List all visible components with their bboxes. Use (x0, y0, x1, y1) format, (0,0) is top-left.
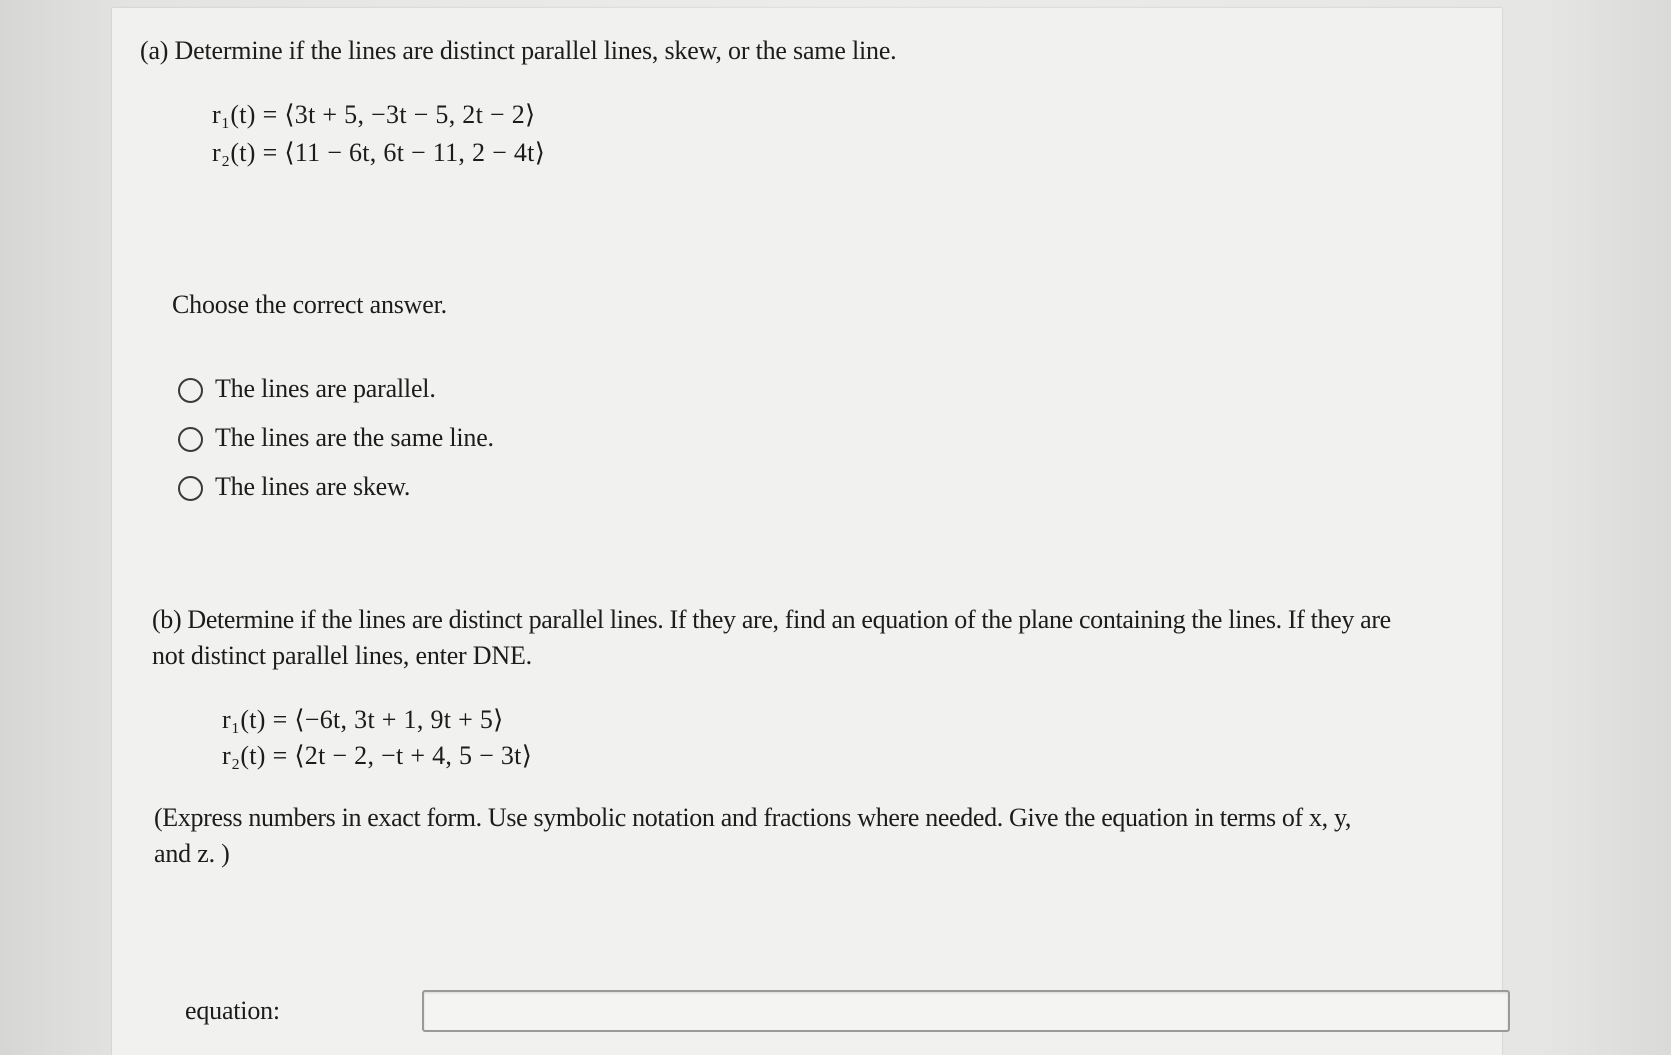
radio-button-parallel[interactable] (178, 378, 203, 403)
part-a-r1-equation: r₁(t) = ⟨3t + 5, −3t − 5, 2t − 2⟩ (212, 100, 536, 129)
part-a-prompt: (a) Determine if the lines are distinct parallel lines, skew, or the same line. (140, 36, 897, 65)
part-b-r1-equation: r₁(t) = ⟨−6t, 3t + 1, 9t + 5⟩ (222, 705, 504, 734)
part-b-prompt-line1: (b) Determine if the lines are distinct parallel lines. If they are, find an equation of the plane containing the lines. If they are (152, 605, 1391, 634)
equation-input[interactable] (422, 990, 1510, 1032)
part-b-r2-equation: r₂(t) = ⟨2t − 2, −t + 4, 5 − 3t⟩ (222, 741, 533, 770)
equation-label: equation: (185, 996, 280, 1025)
part-b-instruction-line2: and z. ) (154, 839, 230, 868)
part-b-prompt-line2: not distinct parallel lines, enter DNE. (152, 641, 532, 670)
option-label-same-line[interactable]: The lines are the same line. (215, 423, 494, 452)
option-label-skew[interactable]: The lines are skew. (215, 472, 411, 501)
option-label-parallel[interactable]: The lines are parallel. (215, 374, 436, 403)
question-sheet (112, 8, 1502, 1055)
choose-answer-label: Choose the correct answer. (172, 290, 447, 319)
part-b-instruction-line1: (Express numbers in exact form. Use symbolic notation and fractions where needed. Give the equation in terms of x, y, (154, 803, 1352, 832)
part-a-r2-equation: r₂(t) = ⟨11 − 6t, 6t − 11, 2 − 4t⟩ (212, 138, 546, 167)
radio-button-skew[interactable] (178, 476, 203, 501)
radio-button-same-line[interactable] (178, 427, 203, 452)
